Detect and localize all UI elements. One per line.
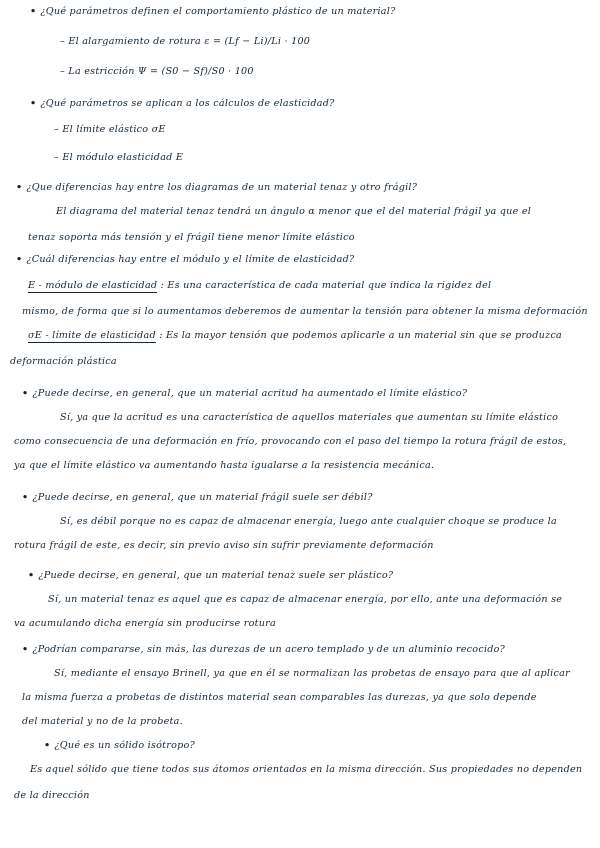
question-7: • ¿Puede decirse, en general, que un material tenaz suele ser plástico? [28,570,394,581]
bullet-icon: • [28,570,35,581]
answer-9-line-2: de la dirección [14,790,90,801]
answer-4-line-2: mismo, de forma que si lo aumentamos deberemos de aumentar la tensión para obtener la misma deformación [22,306,588,317]
answer-9-line-1: Es aquel sólido que tiene todos sus átomos orientados en la misma dirección. Sus propiedades no dependen [30,764,583,775]
question-6: • ¿Puede decirse, en general, que un material frágil suele ser débil? [22,492,373,503]
term-modulo-elasticidad: E - módulo de elasticidad [28,280,158,291]
answer-7-line-1: Sí, un material tenaz es aquel que es capaz de almacenar energía, por ello, ante una deformación se [48,594,563,605]
answer-8-line-2: la misma fuerza a probetas de distintos material sean comparables las durezas, ya que solo depende [22,692,537,703]
bullet-icon: • [30,98,37,109]
bullet-icon: • [44,740,51,751]
answer-8-line-1: Sí, mediante el ensayo Brinell, ya que en él se normalizan las probetas de ensayo para que al aplicar [54,668,570,679]
question-8: • ¿Podrían compararse, sin más, las durezas de un acero templado y de un aluminio recocido? [22,644,506,655]
answer-3-line-2: tenaz soporta más tensión y el frágil tiene menor límite elástico [28,232,355,243]
answer-4-line-4: deformación plástica [10,356,117,367]
question-2: • ¿Qué parámetros se aplican a los cálculos de elasticidad? [30,98,335,109]
question-3: • ¿Que diferencias hay entre los diagramas de un material tenaz y otro frágil? [16,182,418,193]
question-4: • ¿Cuál diferencias hay entre el módulo y el límite de elasticidad? [16,254,355,265]
question-9: • ¿Qué es un sólido isótropo? [44,740,195,751]
answer-4-line-3: σE - límite de elasticidad : Es la mayor tensión que podemos aplicarle a un material sin que se produzca [28,330,562,341]
bullet-icon: • [30,6,37,17]
question-5: • ¿Puede decirse, en general, que un material acritud ha aumentado el límite elástico? [22,388,468,399]
answer-7-line-2: va acumulando dicha energía sin producirse rotura [14,618,276,629]
bullet-icon: • [22,492,29,503]
term-limite-elasticidad: σE - límite de elasticidad [28,330,156,341]
bullet-icon: • [22,644,29,655]
bullet-icon: • [16,182,23,193]
answer-4-line-1: E - módulo de elasticidad : Es una característica de cada material que indica la rigidez del [28,280,492,291]
answer-5-line-3: ya que el límite elástico va aumentando hasta igualarse a la resistencia mecánica. [14,460,435,471]
answer-5-line-1: Sí, ya que la acritud es una característica de aquellos materiales que aumentan su límite elástico [60,412,559,423]
answer-3-line-1: El diagrama del material tenaz tendrá un ángulo α menor que el del material frágil ya que el [56,206,532,217]
question-1: • ¿Qué parámetros definen el comportamiento plástico de un material? [30,6,396,17]
answer-2-item-1: – El límite elástico σE [54,124,166,135]
answer-8-line-3: del material y no de la probeta. [22,716,183,727]
answer-5-line-2: como consecuencia de una deformación en frío, provocando con el paso del tiempo la rotura frágil de estos, [14,436,567,447]
bullet-icon: • [16,254,23,265]
answer-6-line-1: Sí, es débil porque no es capaz de almacenar energía, luego ante cualquier choque se produce la [60,516,557,527]
answer-1-item-2: – La estricción Ψ = (S0 − Sf)/S0 · 100 [60,66,254,77]
answer-1-item-1: – El alargamiento de rotura ε = (Lf − Li)/Li · 100 [60,36,311,47]
bullet-icon: • [22,388,29,399]
answer-6-line-2: rotura frágil de este, es decir, sin previo aviso sin sufrir previamente deformación [14,540,434,551]
answer-2-item-2: – El módulo elasticidad E [54,152,184,163]
